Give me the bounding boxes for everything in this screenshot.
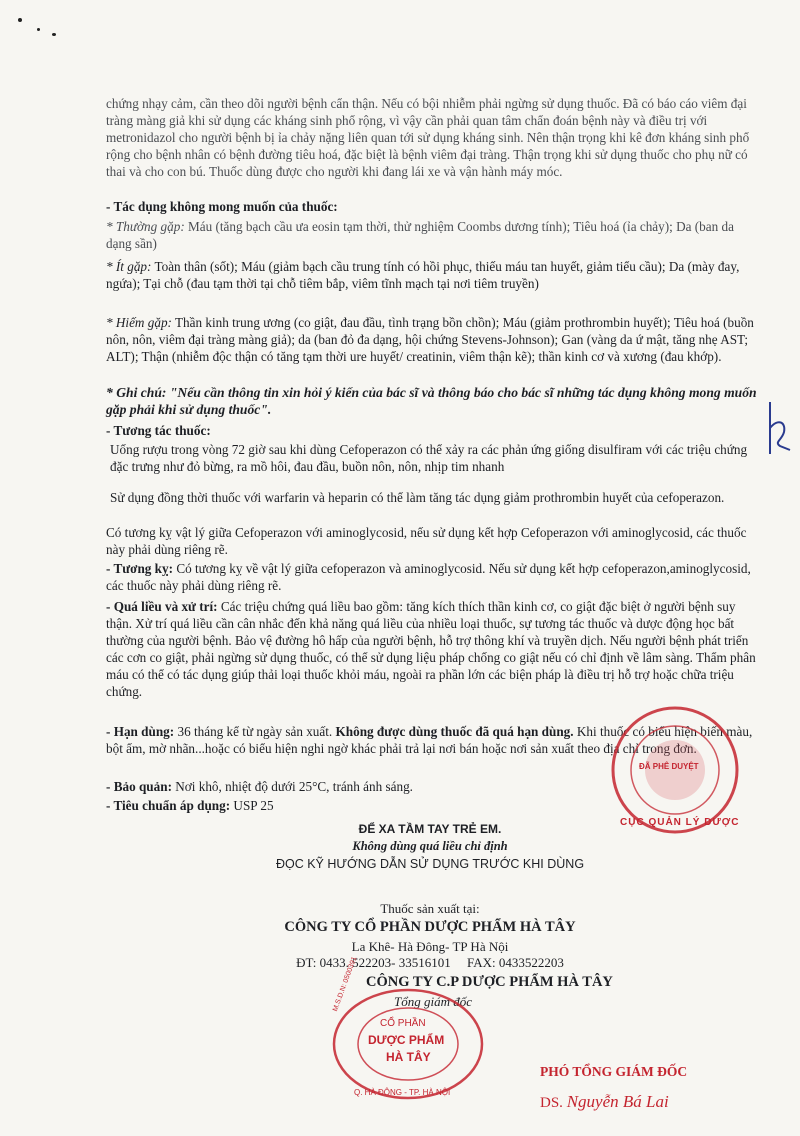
uncommon-text: Toàn thân (sốt); Máu (giảm bạch cầu trung tính có hồi phục, thiếu máu tan huyết, giảm tiểu cầu); Da (mày đay, ngứa); Tại chỗ (đau tạm thời tại chỗ tiêm bắp, viêm tĩnh mạch tại nơi tiêm truyền) <box>106 259 740 291</box>
standard-text: USP 25 <box>230 798 274 813</box>
signature-role: Tổng giám đốc <box>394 994 472 1009</box>
keep-away-children: ĐỂ XA TẦM TAY TRẺ EM. <box>358 822 502 836</box>
expiry-bold: Không được dùng thuốc đã quá hạn dùng. <box>335 724 574 739</box>
overdose-label: - Quá liều và xử trí: <box>106 599 218 614</box>
stamp-company-mid3: HÀ TÂY <box>386 1050 431 1064</box>
prescription-warning: Không dùng quá liều chỉ định <box>352 839 508 853</box>
expiry-rest: Khi thuốc có biểu hiện biến màu, bột ẩm, mờ nhãn...hoặc có biểu hiện nghi ngờ khác phải trả lại nơi bán hoặc nơi sản xuất theo địa chỉ trong đơn. <box>106 724 753 756</box>
incompat-text: Có tương kỵ về vật lý giữa cefoperazon và aminoglycosid. Nếu sử dụng kết hợp cefoperazon,aminoglycosid, các thuốc này phải dùng riêng rẽ. <box>106 561 751 593</box>
note: * Ghi chú: "Nếu cần thông tin xin hỏi ý kiến của bác sĩ và thông báo cho bác sĩ những tác dụng không mong muốn gặp phải khi sử dụng thuốc". <box>106 385 757 417</box>
stamp-company-mid2: DƯỢC PHẨM <box>368 1033 445 1047</box>
adr-common <box>106 218 760 252</box>
interaction-aminoglycosid: Có tương kỵ vật lý giữa Cefoperazon với aminoglycosid, nếu sử dụng kết hợp Cefoperazon với aminoglycosid, các thuốc này phải dùng riêng rẽ. <box>106 525 747 557</box>
adr-uncommon <box>106 258 760 292</box>
deputy-title: PHÓ TỔNG GIÁM ĐỐC <box>540 1064 688 1079</box>
adr-heading: - Tác dụng không mong muốn của thuốc: <box>106 199 338 214</box>
signatory-name <box>540 1092 669 1112</box>
stamp-company-ring-text: M.S.D.N: 0500391 <box>332 955 359 1013</box>
stamp-company-bottom: Q. HÀ ĐÔNG - TP. HÀ NỘI <box>354 1088 451 1097</box>
incompat-label: - Tương kỵ: <box>106 561 174 576</box>
company-phone: ĐT: 0433. 522203- 33516101 <box>296 955 451 970</box>
company-name: CÔNG TY CỔ PHẦN DƯỢC PHẨM HÀ TÂY <box>284 919 576 935</box>
common-label: * Thường gặp: <box>106 219 185 234</box>
handwritten-mark <box>764 398 794 465</box>
adr-rare <box>106 314 760 365</box>
approval-stamp-text: CỤC QUẢN LÝ DƯỢC <box>620 817 740 828</box>
uncommon-label: * Ít gặp: <box>106 259 152 274</box>
rare-text: Thần kinh trung ương (co giật, đau đầu, tình trạng bồn chồn); Máu (giảm prothrombin huyết); Tiêu hoá (buồn nôn, nôn, viêm đại tràng màng giả); da (ban đỏ đa dạng, hội chứng Stevens-Johnson); Gan (vàng da ứ mật, tăng nhẹ AST; ALT); Thận (nhiễm độc thận có tăng tạm thời ure huyết/ creatinin, viêm thận kẽ); thần kinh cơ và xương (đau khớp). <box>106 315 754 364</box>
interaction-heading: - Tương tác thuốc: <box>106 423 211 438</box>
storage-label: - Bảo quản: <box>106 779 172 794</box>
scan-speck <box>18 18 22 22</box>
interaction-warfarin: Sử dụng đồng thời thuốc với warfarin và heparin có thể làm tăng tác dụng giảm prothrombin huyết của cefoperazon. <box>110 490 725 505</box>
standard-label: - Tiêu chuẩn áp dụng: <box>106 798 231 813</box>
scan-speck <box>37 28 40 31</box>
company-address: La Khê- Hà Đông- TP Hà Nội <box>351 939 509 954</box>
overdose <box>106 598 760 700</box>
read-instructions: ĐỌC KỸ HƯỚNG DẪN SỬ DỤNG TRƯỚC KHI DÙNG <box>275 857 585 871</box>
expiry-label: - Hạn dùng: <box>106 724 175 739</box>
company-contacts <box>30 955 800 971</box>
made-at-label: Thuốc sản xuất tại: <box>380 901 480 916</box>
stamp-company-mid1: CỔ PHẦN <box>380 1018 426 1029</box>
interaction-alcohol: Uống rượu trong vòng 72 giờ sau khi dùng Cefoperazon có thể xảy ra các phản ứng giống disulfiram với các triệu chứng đặc trưng như đỏ bừng, ra mồ hôi, đau đầu, buồn nôn, nôn, nhịp tim nhanh <box>110 442 748 474</box>
approval-stamp <box>580 700 780 850</box>
pen-scribble-icon <box>764 398 794 458</box>
company-fax: FAX: 0433522203 <box>466 955 564 970</box>
name-value: Nguyễn Bá Lai <box>566 1092 669 1111</box>
approval-stamp-center: ĐÃ PHÊ DUYỆT <box>639 762 699 771</box>
overdose-text: Các triệu chứng quá liều bao gồm: tăng kích thích thần kinh cơ, co giật đặc biệt ở người bệnh suy thận. Xử trí quá liều cần cân nhắc đến khả năng quá liều của nhiều loại thuốc, sự tương tác thuốc và dược động học bất thường của người bệnh. Bảo vệ đường hô hấp của người bệnh, hỗ trợ thông khí và truyền dịch. Nếu người bệnh phát triển các cơn co giật, phải ngừng sử dụng thuốc, có thể sử dụng liệu pháp chống co giật nếu có chỉ định về lâm sàng. Thẩm phân máu có thể có tác dụng giúp thải loại thuốc khỏi máu, ngoài ra phần lớn các biện pháp là điều trị hỗ trợ hoặc chữa triệu chứng. <box>106 599 756 699</box>
common-text: Máu (tăng bạch cầu ưa eosin tạm thời, thử nghiệm Coombs dương tính); Tiêu hoá (ỉa chảy); Da (ban da dạng sần) <box>106 219 734 251</box>
name-prefix: DS. <box>540 1095 563 1111</box>
signature-company: CÔNG TY C.P DƯỢC PHẨM HÀ TÂY <box>366 974 613 990</box>
precaution-paragraph: chứng nhạy cảm, cần theo dõi người bệnh cẩn thận. Nếu có bội nhiễm phải ngừng sử dụng thuốc. Đã có báo cáo viêm đại tràng màng giả khi sử dụng các kháng sinh phổ rộng, vì vậy cần phải quan tâm chẩn đoán bệnh này và điều trị với metronidazol cho người bệnh bị ỉa chảy nặng liên quan tới sử dụng kháng sinh. Nên thận trọng khi kê đơn kháng sinh phổ rộng cho bệnh nhân có bệnh đường tiêu hoá, đặc biệt là bệnh viêm đại tràng. Thận trọng khi sử dụng thuốc cho phụ nữ có thai và cho con bú. Thuốc dùng được cho người khi đang lái xe và vận hành máy móc. <box>106 96 750 179</box>
scan-speck <box>52 33 56 36</box>
incompatibility <box>106 560 760 594</box>
rare-label: * Hiếm gặp: <box>106 315 172 330</box>
storage-text: Nơi khô, nhiệt độ dưới 25°C, tránh ánh sáng. <box>171 779 413 794</box>
expiry-text: 36 tháng kể từ ngày sản xuất. <box>174 724 336 739</box>
